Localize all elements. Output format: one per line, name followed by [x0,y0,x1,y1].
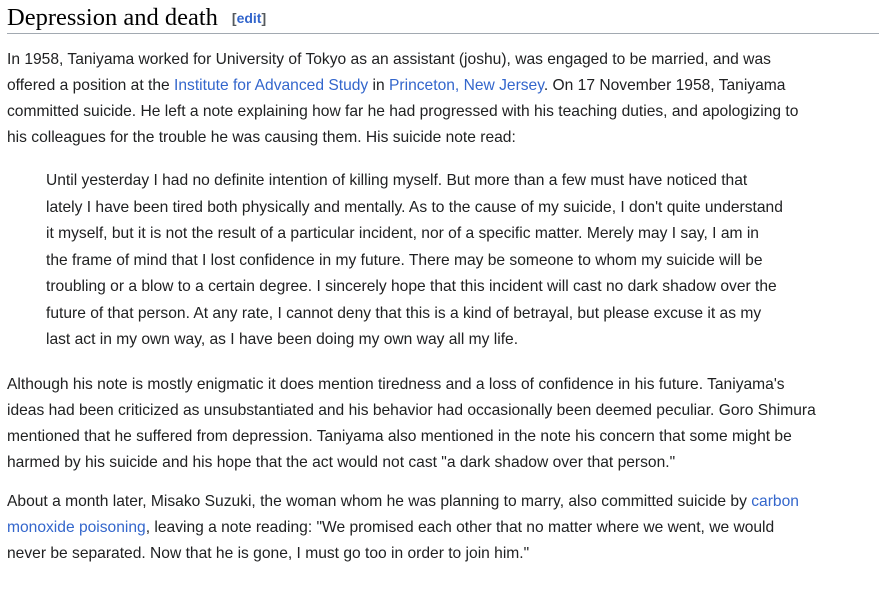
text-run: in [368,77,390,94]
quote-line: Until yesterday I had no definite intention of killing myself. But more than a few must have noticed that [46,172,748,189]
quote-line: it myself, but it is not the result of a particular incident, nor of a specific matter. Merely may I say, I am in [46,225,759,242]
edit-link[interactable]: edit [236,10,262,26]
edit-bracket-close: ] [261,10,267,26]
article-section [7,0,879,567]
text-run: never be separated. Now that he is gone, I must go too in order to join him." [7,544,530,562]
paragraph-intro [7,47,879,151]
section-title: Depression and death [7,4,218,31]
paragraph-line: mentioned that he suffered from depression. Taniyama also mentioned in the note his concern that some might be [7,427,792,445]
paragraph-line: Although his note is mostly enigmatic it does mention tiredness and a loss of confidence in his future. Taniyama's [7,375,785,393]
quote-line: future of that person. At any rate, I cannot deny that this is a kind of betrayal, but please excuse it as my [46,304,762,322]
suicide-note-quote [46,168,879,354]
paragraph-line [7,515,879,541]
paragraph-line [7,541,879,567]
link-institute-for-advanced-study[interactable]: Institute for Advanced Study [174,77,369,94]
paragraph-line: harmed by his suicide and his hope that the act would not cast "a dark shadow over that person." [7,453,676,471]
link-carbon-monoxide-poisoning[interactable]: carbon [751,492,799,510]
text-run: his colleagues for the trouble he was causing them. His suicide note read: [7,129,516,146]
section-heading [7,0,879,34]
paragraph-line [7,99,879,125]
paragraph-line [7,47,879,73]
text-run: offered a position at the [7,77,175,94]
edit-section-link-wrapper [232,10,266,26]
quote-line: the frame of mind that I lost confidence in my future. There may be someone to whom my suicide will be [46,251,763,269]
edit-bracket-open: [ [231,10,237,26]
quote-line: last act in my own way, as I have been doing my own way all my life. [46,331,519,348]
text-run: About a month later, Misako Suzuki, the woman whom he was planning to marry, also committed suicide by [7,492,752,510]
paragraph-analysis [7,372,879,476]
paragraph-line [7,489,879,515]
quote-line: lately I have been tired both physically and mentally. As to the cause of my suicide, I don't quite understand [46,198,783,216]
text-run: , leaving a note reading: "We promised each other that no matter where we went, we would [145,518,775,536]
paragraph-line [7,73,879,99]
text-run: . On 17 November 1958, Taniyama [543,77,786,94]
text-run: In 1958, Taniyama worked for University of Tokyo as an assistant (joshu), was engaged to be married, and was [7,51,771,68]
text-run: committed suicide. He left a note explaining how far he had progressed with his teaching duties, and apologizing to [7,103,799,120]
link-princeton-new-jersey[interactable]: Princeton, New Jersey [389,77,544,94]
link-carbon-monoxide-poisoning-cont[interactable]: monoxide poisoning [7,518,146,536]
paragraph-line: ideas had been criticized as unsubstantiated and his behavior had occasionally been deemed peculiar. Goro Shimura [7,401,816,419]
paragraph-fiancee [7,489,879,567]
quote-line: troubling or a blow to a certain degree. I sincerely hope that this incident will cast no dark shadow over the [46,278,777,295]
paragraph-line [7,125,879,151]
